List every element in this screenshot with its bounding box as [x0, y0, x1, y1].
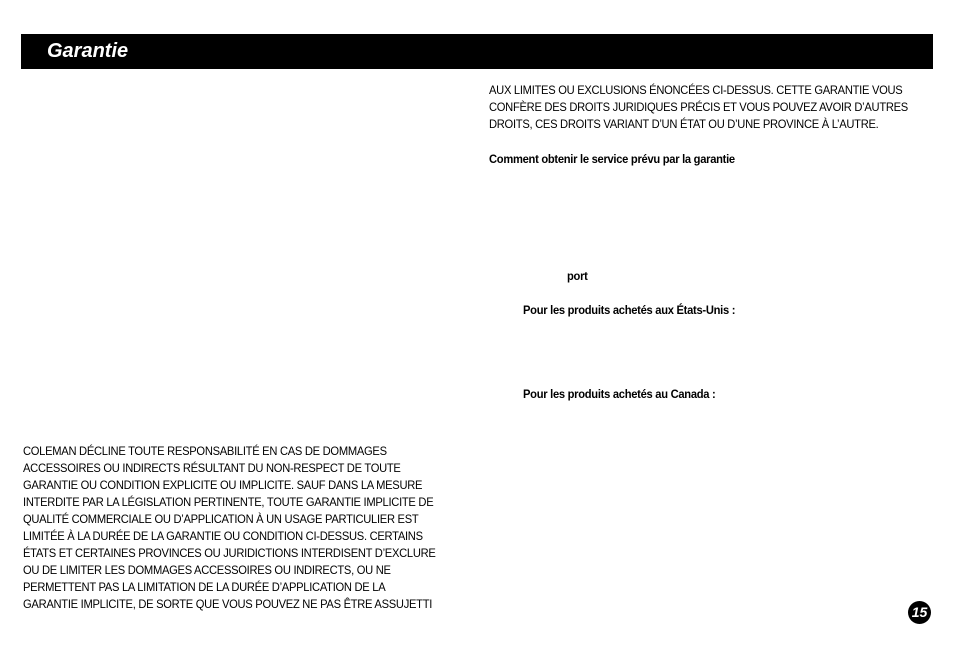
page-title: Garantie [47, 40, 129, 62]
warranty-text-right [489, 82, 926, 133]
text-line: INTERDITE PAR LA LÉGISLATION PERTINENTE, TOUTE GARANTIE IMPLICITE DE [23, 495, 434, 509]
header-bar [21, 34, 933, 69]
text-line: LIMITÉE À LA DURÉE DE LA GARANTIE OU CONDITION CI-DESSUS. CERTAINS [23, 529, 423, 543]
text-line: COLEMAN DÉCLINE TOUTE RESPONSABILITÉ EN CAS DE DOMMAGES [23, 444, 387, 458]
text-line: DROITS, CES DROITS VARIANT D’UN ÉTAT OU D’UNE PROVINCE À L’AUTRE. [489, 117, 879, 131]
service-heading: Comment obtenir le service prévu par la garantie [489, 152, 735, 166]
text-line: PERMETTENT PAS LA LIMITATION DE LA DURÉE D’APPLICATION DE LA [23, 580, 386, 594]
text-line: OU DE LIMITER LES DOMMAGES ACCESSOIRES OU INDIRECTS, OU NE [23, 563, 391, 577]
text-line: QUALITÉ COMMERCIALE OU D’APPLICATION À UN USAGE PARTICULIER EST [23, 512, 419, 526]
port-label: port [567, 269, 588, 283]
text-line: GARANTIE IMPLICITE, DE SORTE QUE VOUS POUVEZ NE PAS ÊTRE ASSUJETTI [23, 597, 433, 611]
text-line: ÉTATS ET CERTAINES PROVINCES OU JURIDICTIONS INTERDISENT D’EXCLURE [23, 546, 436, 560]
page-number-badge: 15 [908, 601, 931, 624]
text-line: AUX LIMITES OU EXCLUSIONS ÉNONCÉES CI-DESSUS. CETTE GARANTIE VOUS [489, 83, 903, 97]
us-products-heading: Pour les produits achetés aux États-Unis : [523, 303, 736, 317]
canada-products-heading: Pour les produits achetés au Canada : [523, 387, 716, 401]
text-line: GARANTIE OU CONDITION EXPLICITE OU IMPLICITE. SAUF DANS LA MESURE [23, 478, 423, 492]
text-line: CONFÈRE DES DROITS JURIDIQUES PRÉCIS ET VOUS POUVEZ AVOIR D’AUTRES [489, 100, 908, 114]
warranty-text-left [23, 443, 451, 613]
text-line: ACCESSOIRES OU INDIRECTS RÉSULTANT DU NON-RESPECT DE TOUTE [23, 461, 401, 475]
